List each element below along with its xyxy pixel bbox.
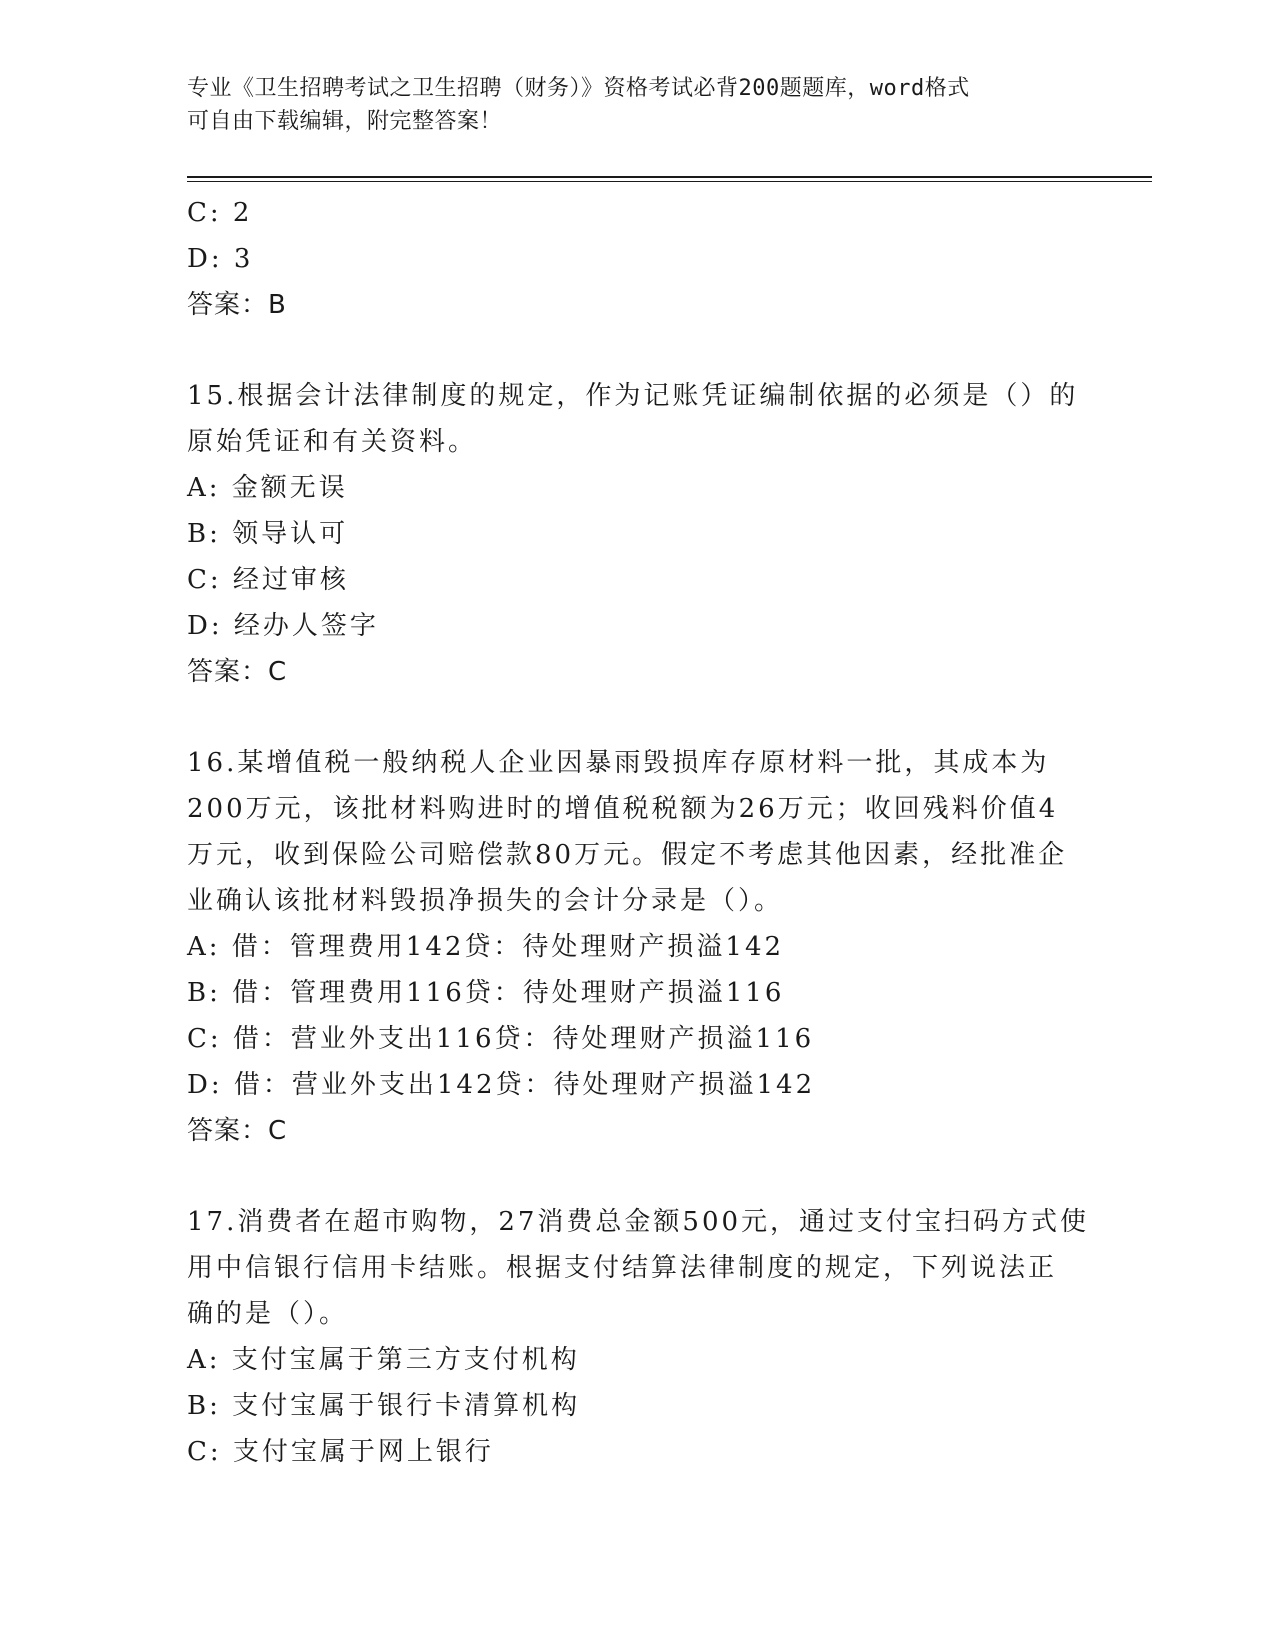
question-text-line: 确的是（）。: [187, 1299, 349, 1329]
spacer: [187, 695, 1087, 740]
question-16: [187, 740, 1087, 1154]
question-text-line: 万元，收到保险公司赔偿款80万元。假定不考虑其他因素，经批准企: [187, 840, 1068, 870]
option-a: A: 支付宝属于第三方支付机构: [187, 1345, 580, 1375]
option-d: D: 3: [187, 244, 254, 274]
question-content: [187, 190, 1090, 1475]
question-text-line: 用中信银行信用卡结账。根据支付结算法律制度的规定，下列说法正: [187, 1253, 1058, 1283]
question-17: [187, 1199, 1090, 1475]
question-text-line: 15.根据会计法律制度的规定，作为记账凭证编制依据的必须是（）的: [187, 381, 1079, 411]
option-a: A: 借：管理费用142贷：待处理财产损溢142: [187, 932, 785, 962]
header-title-line-1: 专业《卫生招聘考试之卫生招聘（财务）》资格考试必背200题题库，word格式: [187, 76, 970, 101]
page-header: [187, 72, 1087, 138]
question-text-line: 原始凭证和有关资料。: [187, 427, 478, 457]
answer-line: 答案：C: [187, 657, 288, 687]
question-14-tail: [187, 190, 1087, 328]
option-c: C: 借：营业外支出116贷：待处理财产损溢116: [187, 1024, 815, 1054]
spacer: [187, 328, 1087, 373]
option-d: D: 借：营业外支出142贷：待处理财产损溢142: [187, 1070, 816, 1100]
option-c: C: 支付宝属于网上银行: [187, 1437, 494, 1467]
header-divider-thick: [187, 176, 1152, 178]
spacer: [187, 1154, 1087, 1199]
option-c: C: 经过审核: [187, 565, 349, 595]
question-text-line: 17.消费者在超市购物，27消费总金额500元，通过支付宝扫码方式使: [187, 1207, 1090, 1237]
option-b: B: 借：管理费用116贷：待处理财产损溢116: [187, 978, 785, 1008]
header-divider-thin: [187, 181, 1152, 182]
question-text-line: 16.某增值税一般纳税人企业因暴雨毁损库存原材料一批，其成本为: [187, 748, 1050, 778]
question-text-line: 业确认该批材料毁损净损失的会计分录是（）。: [187, 886, 784, 916]
option-a: A: 金额无误: [187, 473, 348, 503]
option-b: B: 支付宝属于银行卡清算机构: [187, 1391, 581, 1421]
option-b: B: 领导认可: [187, 519, 349, 549]
option-d: D: 经办人签字: [187, 611, 379, 641]
answer-line: 答案：B: [187, 290, 287, 320]
option-c: C: 2: [187, 198, 253, 228]
question-15: [187, 373, 1087, 695]
header-title-line-2: 可自由下载编辑，附完整答案！: [187, 109, 503, 134]
answer-line: 答案：C: [187, 1116, 288, 1146]
question-text-line: 200万元，该批材料购进时的增值税税额为26万元；收回残料价值4: [187, 794, 1059, 824]
